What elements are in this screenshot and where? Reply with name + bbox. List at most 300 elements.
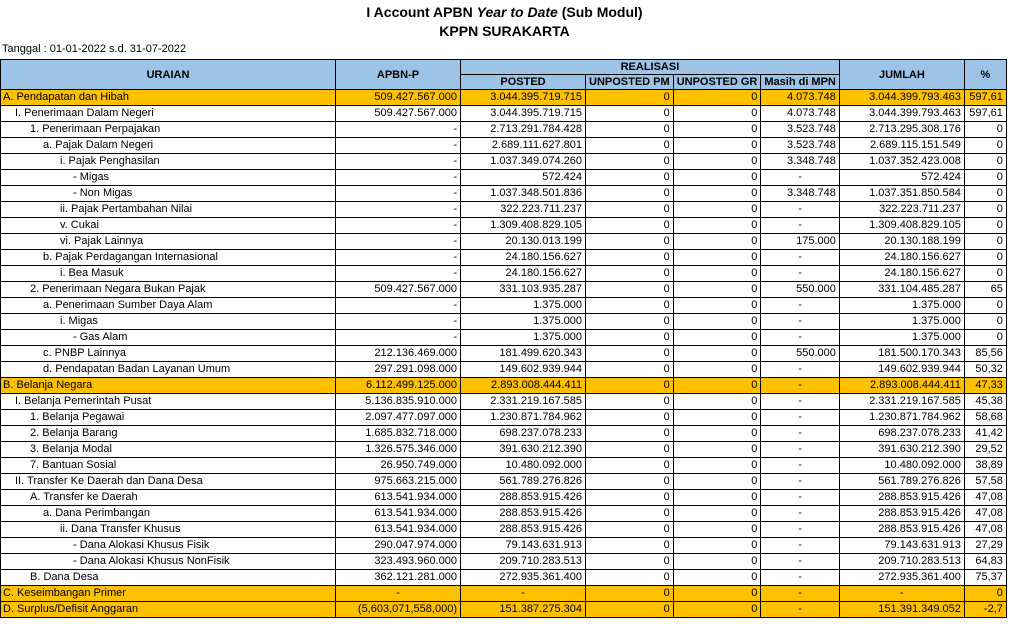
cell-posted: 1.375.000 xyxy=(461,330,586,346)
cell-uraian: ii. Dana Transfer Khusus xyxy=(1,522,336,538)
cell-jumlah: 391.630.212.390 xyxy=(839,442,964,458)
cell-jumlah: 2.713.295.308.176 xyxy=(839,122,964,138)
cell-pct: 75,37 xyxy=(964,570,1006,586)
cell-masih-mpn: - xyxy=(761,218,840,234)
cell-jumlah: - xyxy=(839,586,964,602)
cell-posted: 272.935.361.400 xyxy=(461,570,586,586)
report-title xyxy=(0,4,1009,20)
cell-posted: 24.180.156.627 xyxy=(461,266,586,282)
cell-unposted-pm: 0 xyxy=(586,586,674,602)
cell-apbn: 323.493.960.000 xyxy=(336,554,461,570)
cell-jumlah: 561.789.276.826 xyxy=(839,474,964,490)
table-row xyxy=(1,506,1007,522)
cell-pct: 0 xyxy=(964,202,1006,218)
cell-apbn: 290.047.974.000 xyxy=(336,538,461,554)
cell-posted: 2.331.219.167.585 xyxy=(461,394,586,410)
cell-masih-mpn: - xyxy=(761,586,840,602)
cell-jumlah: 10.480.092.000 xyxy=(839,458,964,474)
cell-masih-mpn: - xyxy=(761,394,840,410)
cell-unposted-pm: 0 xyxy=(586,202,674,218)
cell-unposted-pm: 0 xyxy=(586,90,674,106)
table-row xyxy=(1,426,1007,442)
table-row xyxy=(1,362,1007,378)
cell-posted: 391.630.212.390 xyxy=(461,442,586,458)
cell-unposted-gr: 0 xyxy=(673,426,761,442)
cell-masih-mpn: - xyxy=(761,314,840,330)
cell-apbn: 2.097.477.097.000 xyxy=(336,410,461,426)
apbn-table xyxy=(0,59,1007,618)
cell-unposted-pm: 0 xyxy=(586,234,674,250)
cell-masih-mpn: 4.073.748 xyxy=(761,106,840,122)
cell-pct: 0 xyxy=(964,330,1006,346)
cell-jumlah: 209.710.283.513 xyxy=(839,554,964,570)
cell-jumlah: 3.044.399.793.463 xyxy=(839,106,964,122)
cell-jumlah: 331.104.485.287 xyxy=(839,282,964,298)
header-unposted-pm: UNPOSTED PM xyxy=(586,75,674,90)
cell-apbn: - xyxy=(336,186,461,202)
table-row xyxy=(1,106,1007,122)
cell-unposted-pm: 0 xyxy=(586,362,674,378)
cell-apbn: - xyxy=(336,266,461,282)
cell-unposted-pm: 0 xyxy=(586,538,674,554)
cell-unposted-gr: 0 xyxy=(673,202,761,218)
cell-posted: 3.044.395.719.715 xyxy=(461,90,586,106)
cell-posted: 24.180.156.627 xyxy=(461,250,586,266)
cell-apbn: - xyxy=(336,298,461,314)
cell-posted: 209.710.283.513 xyxy=(461,554,586,570)
table-row xyxy=(1,554,1007,570)
cell-uraian: - Non Migas xyxy=(1,186,336,202)
cell-uraian: i. Migas xyxy=(1,314,336,330)
table-row xyxy=(1,90,1007,106)
cell-uraian: a. Dana Perimbangan xyxy=(1,506,336,522)
table-row xyxy=(1,442,1007,458)
cell-unposted-pm: 0 xyxy=(586,154,674,170)
cell-uraian: I. Belanja Pemerintah Pusat xyxy=(1,394,336,410)
cell-jumlah: 24.180.156.627 xyxy=(839,250,964,266)
cell-unposted-pm: 0 xyxy=(586,346,674,362)
cell-pct: 29,52 xyxy=(964,442,1006,458)
table-row xyxy=(1,186,1007,202)
cell-uraian: d. Pendapatan Badan Layanan Umum xyxy=(1,362,336,378)
cell-masih-mpn: - xyxy=(761,266,840,282)
cell-posted: 1.230.871.784.962 xyxy=(461,410,586,426)
cell-posted: 2.893.008.444.411 xyxy=(461,378,586,394)
cell-apbn: - xyxy=(336,330,461,346)
cell-pct: 50,32 xyxy=(964,362,1006,378)
cell-pct: 38,89 xyxy=(964,458,1006,474)
cell-uraian: A. Pendapatan dan Hibah xyxy=(1,90,336,106)
cell-unposted-gr: 0 xyxy=(673,138,761,154)
cell-jumlah: 79.143.631.913 xyxy=(839,538,964,554)
cell-pct: 0 xyxy=(964,122,1006,138)
cell-unposted-gr: 0 xyxy=(673,362,761,378)
cell-masih-mpn: - xyxy=(761,490,840,506)
cell-masih-mpn: - xyxy=(761,202,840,218)
table-row xyxy=(1,282,1007,298)
cell-posted: 79.143.631.913 xyxy=(461,538,586,554)
cell-posted: 2.689.111.627.801 xyxy=(461,138,586,154)
cell-unposted-gr: 0 xyxy=(673,522,761,538)
report-date-range: Tanggal : 01-01-2022 s.d. 31-07-2022 xyxy=(2,43,187,55)
cell-pct: 597,61 xyxy=(964,90,1006,106)
cell-uraian: - Gas Alam xyxy=(1,330,336,346)
cell-pct: 0 xyxy=(964,298,1006,314)
cell-unposted-gr: 0 xyxy=(673,234,761,250)
cell-masih-mpn: - xyxy=(761,570,840,586)
table-row xyxy=(1,234,1007,250)
cell-posted: 181.499.620.343 xyxy=(461,346,586,362)
cell-apbn: - xyxy=(336,170,461,186)
cell-jumlah: 288.853.915.426 xyxy=(839,522,964,538)
table-row xyxy=(1,458,1007,474)
cell-masih-mpn: 3.523.748 xyxy=(761,138,840,154)
cell-jumlah: 1.375.000 xyxy=(839,298,964,314)
header-jumlah: JUMLAH xyxy=(839,60,964,90)
cell-masih-mpn: 3.348.748 xyxy=(761,154,840,170)
report-title-italic: Year to Date xyxy=(476,4,558,20)
table-row xyxy=(1,570,1007,586)
cell-unposted-pm: 0 xyxy=(586,250,674,266)
cell-uraian: 2. Belanja Barang xyxy=(1,426,336,442)
cell-unposted-gr: 0 xyxy=(673,170,761,186)
cell-unposted-gr: 0 xyxy=(673,394,761,410)
cell-unposted-gr: 0 xyxy=(673,378,761,394)
table-row xyxy=(1,394,1007,410)
cell-posted: 288.853.915.426 xyxy=(461,506,586,522)
cell-posted: 288.853.915.426 xyxy=(461,522,586,538)
cell-unposted-pm: 0 xyxy=(586,474,674,490)
cell-apbn: - xyxy=(336,234,461,250)
cell-uraian: ii. Pajak Pertambahan Nilai xyxy=(1,202,336,218)
cell-unposted-gr: 0 xyxy=(673,490,761,506)
cell-pct: 0 xyxy=(964,170,1006,186)
table-row xyxy=(1,602,1007,618)
cell-apbn: 613.541.934.000 xyxy=(336,506,461,522)
cell-jumlah: 1.309.408.829.105 xyxy=(839,218,964,234)
cell-masih-mpn: - xyxy=(761,554,840,570)
cell-uraian: i. Pajak Penghasilan xyxy=(1,154,336,170)
cell-posted: 151.387.275.304 xyxy=(461,602,586,618)
cell-uraian: B. Dana Desa xyxy=(1,570,336,586)
cell-pct: 65 xyxy=(964,282,1006,298)
cell-uraian: - Dana Alokasi Khusus NonFisik xyxy=(1,554,336,570)
cell-pct: 0 xyxy=(964,138,1006,154)
cell-unposted-gr: 0 xyxy=(673,122,761,138)
cell-uraian: - Migas xyxy=(1,170,336,186)
cell-uraian: A. Transfer ke Daerah xyxy=(1,490,336,506)
cell-apbn: 1.326.575.346.000 xyxy=(336,442,461,458)
cell-unposted-pm: 0 xyxy=(586,426,674,442)
cell-apbn: - xyxy=(336,314,461,330)
cell-posted: 1.309.408.829.105 xyxy=(461,218,586,234)
cell-unposted-gr: 0 xyxy=(673,282,761,298)
cell-pct: 41,42 xyxy=(964,426,1006,442)
cell-jumlah: 151.391.349.052 xyxy=(839,602,964,618)
table-row xyxy=(1,378,1007,394)
cell-masih-mpn: - xyxy=(761,522,840,538)
table-row xyxy=(1,250,1007,266)
cell-unposted-gr: 0 xyxy=(673,330,761,346)
cell-pct: 64,83 xyxy=(964,554,1006,570)
cell-uraian: II. Transfer Ke Daerah dan Dana Desa xyxy=(1,474,336,490)
cell-pct: 85,56 xyxy=(964,346,1006,362)
cell-masih-mpn: - xyxy=(761,458,840,474)
cell-unposted-pm: 0 xyxy=(586,522,674,538)
cell-unposted-gr: 0 xyxy=(673,602,761,618)
header-posted: POSTED xyxy=(461,75,586,90)
cell-masih-mpn: - xyxy=(761,538,840,554)
cell-jumlah: 1.037.352.423.008 xyxy=(839,154,964,170)
cell-posted: 572.424 xyxy=(461,170,586,186)
cell-pct: 47,08 xyxy=(964,490,1006,506)
cell-unposted-pm: 0 xyxy=(586,314,674,330)
table-row xyxy=(1,298,1007,314)
cell-pct: 47,33 xyxy=(964,378,1006,394)
cell-unposted-pm: 0 xyxy=(586,394,674,410)
cell-posted: 322.223.711.237 xyxy=(461,202,586,218)
cell-unposted-gr: 0 xyxy=(673,554,761,570)
cell-apbn: - xyxy=(336,154,461,170)
cell-uraian: b. Pajak Perdagangan Internasional xyxy=(1,250,336,266)
cell-masih-mpn: - xyxy=(761,602,840,618)
cell-apbn: 6.112.499.125.000 xyxy=(336,378,461,394)
cell-apbn: 975.663.215.000 xyxy=(336,474,461,490)
cell-unposted-pm: 0 xyxy=(586,106,674,122)
cell-uraian: c. PNBP Lainnya xyxy=(1,346,336,362)
cell-posted: 331.103.935.287 xyxy=(461,282,586,298)
cell-apbn: 509.427.567.000 xyxy=(336,282,461,298)
cell-unposted-pm: 0 xyxy=(586,218,674,234)
cell-masih-mpn: - xyxy=(761,442,840,458)
cell-pct: 0 xyxy=(964,586,1006,602)
cell-posted: 3.044.395.719.715 xyxy=(461,106,586,122)
cell-apbn: 1.685.832.718.000 xyxy=(336,426,461,442)
cell-unposted-gr: 0 xyxy=(673,586,761,602)
cell-unposted-pm: 0 xyxy=(586,490,674,506)
cell-unposted-pm: 0 xyxy=(586,282,674,298)
cell-uraian: C. Keseimbangan Primer xyxy=(1,586,336,602)
cell-apbn: - xyxy=(336,586,461,602)
cell-unposted-pm: 0 xyxy=(586,602,674,618)
cell-masih-mpn: - xyxy=(761,250,840,266)
cell-masih-mpn: - xyxy=(761,474,840,490)
table-row xyxy=(1,122,1007,138)
cell-apbn: - xyxy=(336,250,461,266)
cell-uraian: 1. Penerimaan Perpajakan xyxy=(1,122,336,138)
cell-masih-mpn: - xyxy=(761,170,840,186)
cell-uraian: I. Penerimaan Dalam Negeri xyxy=(1,106,336,122)
cell-apbn: 297.291.098.000 xyxy=(336,362,461,378)
cell-pct: 0 xyxy=(964,314,1006,330)
cell-pct: 597,61 xyxy=(964,106,1006,122)
cell-pct: 58,68 xyxy=(964,410,1006,426)
cell-uraian: vi. Pajak Lainnya xyxy=(1,234,336,250)
cell-pct: -2,7 xyxy=(964,602,1006,618)
cell-jumlah: 24.180.156.627 xyxy=(839,266,964,282)
cell-apbn: (5,603,071,558,000) xyxy=(336,602,461,618)
cell-apbn: 509.427.567.000 xyxy=(336,90,461,106)
cell-unposted-pm: 0 xyxy=(586,378,674,394)
cell-pct: 47,08 xyxy=(964,506,1006,522)
cell-pct: 27,29 xyxy=(964,538,1006,554)
cell-unposted-pm: 0 xyxy=(586,442,674,458)
cell-uraian: 3. Belanja Modal xyxy=(1,442,336,458)
table-row xyxy=(1,218,1007,234)
cell-apbn: 613.541.934.000 xyxy=(336,522,461,538)
cell-masih-mpn: - xyxy=(761,298,840,314)
cell-unposted-pm: 0 xyxy=(586,298,674,314)
cell-masih-mpn: 3.523.748 xyxy=(761,122,840,138)
cell-uraian: a. Penerimaan Sumber Daya Alam xyxy=(1,298,336,314)
cell-jumlah: 2.893.008.444.411 xyxy=(839,378,964,394)
cell-apbn: 212.136.469.000 xyxy=(336,346,461,362)
cell-unposted-gr: 0 xyxy=(673,154,761,170)
report-title-prefix: I Account APBN xyxy=(366,4,477,20)
cell-unposted-gr: 0 xyxy=(673,570,761,586)
cell-uraian: D. Surplus/Defisit Anggaran xyxy=(1,602,336,618)
cell-unposted-gr: 0 xyxy=(673,90,761,106)
table-row xyxy=(1,202,1007,218)
cell-pct: 45,38 xyxy=(964,394,1006,410)
cell-apbn: 509.427.567.000 xyxy=(336,106,461,122)
cell-unposted-pm: 0 xyxy=(586,554,674,570)
cell-jumlah: 698.237.078.233 xyxy=(839,426,964,442)
cell-pct: 0 xyxy=(964,186,1006,202)
cell-jumlah: 2.331.219.167.585 xyxy=(839,394,964,410)
cell-masih-mpn: - xyxy=(761,378,840,394)
cell-pct: 57,58 xyxy=(964,474,1006,490)
cell-unposted-pm: 0 xyxy=(586,458,674,474)
table-row xyxy=(1,538,1007,554)
table-row xyxy=(1,474,1007,490)
cell-unposted-pm: 0 xyxy=(586,266,674,282)
cell-masih-mpn: - xyxy=(761,410,840,426)
cell-masih-mpn: 550.000 xyxy=(761,282,840,298)
table-row xyxy=(1,314,1007,330)
cell-jumlah: 572.424 xyxy=(839,170,964,186)
cell-apbn: 613.541.934.000 xyxy=(336,490,461,506)
cell-jumlah: 181.500.170.343 xyxy=(839,346,964,362)
table-row xyxy=(1,154,1007,170)
cell-masih-mpn: - xyxy=(761,362,840,378)
cell-apbn: 362.121.281.000 xyxy=(336,570,461,586)
cell-jumlah: 272.935.361.400 xyxy=(839,570,964,586)
cell-uraian: - Dana Alokasi Khusus Fisik xyxy=(1,538,336,554)
cell-uraian: B. Belanja Negara xyxy=(1,378,336,394)
header-masih-mpn: Masih di MPN xyxy=(761,75,840,90)
cell-jumlah: 1.375.000 xyxy=(839,314,964,330)
cell-posted: 561.789.276.826 xyxy=(461,474,586,490)
cell-jumlah: 288.853.915.426 xyxy=(839,490,964,506)
cell-unposted-pm: 0 xyxy=(586,506,674,522)
cell-unposted-gr: 0 xyxy=(673,266,761,282)
cell-apbn: 26.950.749.000 xyxy=(336,458,461,474)
table-row xyxy=(1,490,1007,506)
cell-posted: 2.713.291.784.428 xyxy=(461,122,586,138)
header-uraian: URAIAN xyxy=(1,60,336,90)
cell-unposted-gr: 0 xyxy=(673,442,761,458)
cell-posted: 1.375.000 xyxy=(461,314,586,330)
cell-unposted-gr: 0 xyxy=(673,250,761,266)
cell-uraian: a. Pajak Dalam Negeri xyxy=(1,138,336,154)
cell-pct: 0 xyxy=(964,154,1006,170)
header-apbn: APBN-P xyxy=(336,60,461,90)
table-row xyxy=(1,330,1007,346)
cell-masih-mpn: 4.073.748 xyxy=(761,90,840,106)
header-unposted-gr: UNPOSTED GR xyxy=(673,75,761,90)
cell-unposted-pm: 0 xyxy=(586,170,674,186)
cell-apbn: 5.136.835.910.000 xyxy=(336,394,461,410)
cell-posted: 1.037.348.501.836 xyxy=(461,186,586,202)
cell-unposted-gr: 0 xyxy=(673,346,761,362)
cell-unposted-pm: 0 xyxy=(586,570,674,586)
cell-pct: 0 xyxy=(964,234,1006,250)
cell-uraian: i. Bea Masuk xyxy=(1,266,336,282)
cell-unposted-gr: 0 xyxy=(673,474,761,490)
cell-jumlah: 322.223.711.237 xyxy=(839,202,964,218)
table-row xyxy=(1,410,1007,426)
cell-jumlah: 149.602.939.944 xyxy=(839,362,964,378)
cell-jumlah: 2.689.115.151.549 xyxy=(839,138,964,154)
cell-masih-mpn: 550.000 xyxy=(761,346,840,362)
cell-posted: 10.480.092.000 xyxy=(461,458,586,474)
cell-unposted-gr: 0 xyxy=(673,186,761,202)
cell-jumlah: 3.044.399.793.463 xyxy=(839,90,964,106)
cell-unposted-pm: 0 xyxy=(586,122,674,138)
report-title-suffix: (Sub Modul) xyxy=(557,4,643,20)
cell-posted: - xyxy=(461,586,586,602)
cell-unposted-pm: 0 xyxy=(586,138,674,154)
table-row xyxy=(1,586,1007,602)
cell-uraian: 1. Belanja Pegawai xyxy=(1,410,336,426)
cell-pct: 47,08 xyxy=(964,522,1006,538)
cell-posted: 1.037.349.074.260 xyxy=(461,154,586,170)
cell-pct: 0 xyxy=(964,218,1006,234)
cell-unposted-gr: 0 xyxy=(673,506,761,522)
cell-posted: 698.237.078.233 xyxy=(461,426,586,442)
cell-unposted-gr: 0 xyxy=(673,218,761,234)
cell-posted: 20.130.013.199 xyxy=(461,234,586,250)
cell-unposted-gr: 0 xyxy=(673,106,761,122)
cell-apbn: - xyxy=(336,138,461,154)
header-realisasi: REALISASI xyxy=(461,60,840,75)
cell-unposted-gr: 0 xyxy=(673,538,761,554)
cell-unposted-pm: 0 xyxy=(586,330,674,346)
cell-pct: 0 xyxy=(964,266,1006,282)
report-subtitle: KPPN SURAKARTA xyxy=(439,23,570,39)
cell-unposted-pm: 0 xyxy=(586,410,674,426)
table-row xyxy=(1,138,1007,154)
header-pct: % xyxy=(964,60,1006,90)
table-row xyxy=(1,522,1007,538)
cell-masih-mpn: - xyxy=(761,506,840,522)
cell-jumlah: 1.230.871.784.962 xyxy=(839,410,964,426)
cell-posted: 288.853.915.426 xyxy=(461,490,586,506)
cell-unposted-gr: 0 xyxy=(673,410,761,426)
cell-uraian: 7. Bantuan Sosial xyxy=(1,458,336,474)
cell-masih-mpn: - xyxy=(761,426,840,442)
cell-jumlah: 1.375.000 xyxy=(839,330,964,346)
cell-jumlah: 20.130.188.199 xyxy=(839,234,964,250)
table-row xyxy=(1,170,1007,186)
cell-uraian: 2. Penerimaan Negara Bukan Pajak xyxy=(1,282,336,298)
cell-apbn: - xyxy=(336,218,461,234)
cell-apbn: - xyxy=(336,122,461,138)
cell-masih-mpn: - xyxy=(761,330,840,346)
cell-unposted-gr: 0 xyxy=(673,458,761,474)
table-row xyxy=(1,346,1007,362)
